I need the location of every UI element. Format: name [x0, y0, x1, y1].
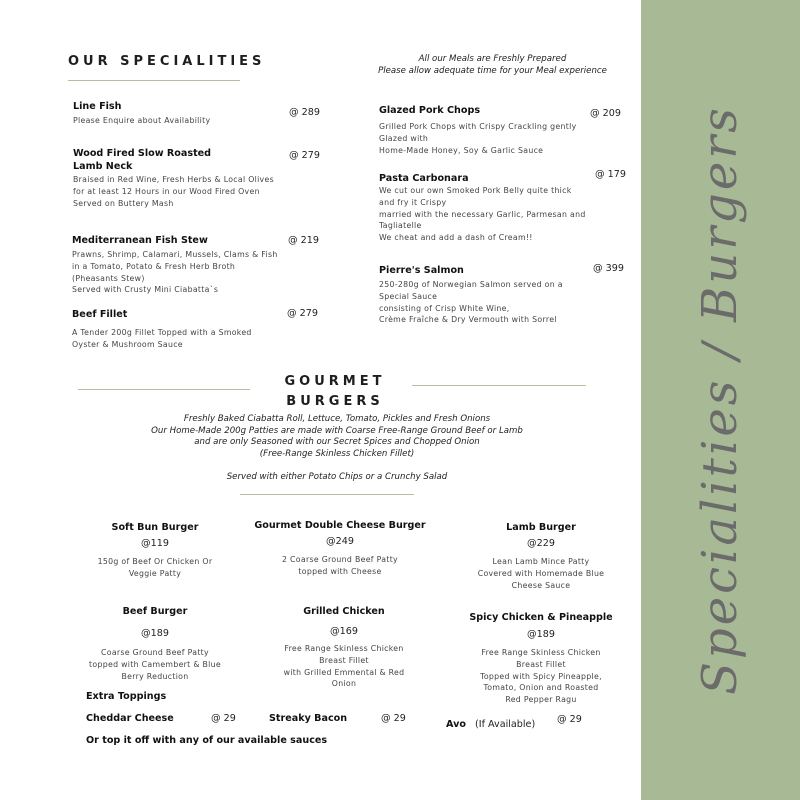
- menu-item-beef-fillet: [72, 308, 287, 351]
- desc-line: A Tender 200g Fillet Topped with a Smoked: [72, 328, 252, 337]
- specialities-rule: [68, 80, 240, 81]
- desc-line: with Grilled Emmental & Red: [283, 667, 405, 677]
- extra-cheddar-price: @ 29: [211, 713, 236, 724]
- note-line: All our Meals are Freshly Prepared: [418, 54, 567, 64]
- item-name: Lamb Neck: [73, 161, 133, 172]
- menu-item-carbonara: [379, 172, 614, 244]
- item-desc: [73, 174, 288, 209]
- menu-item-line-fish: [73, 100, 288, 127]
- item-price: @ 289: [289, 107, 320, 118]
- item-desc: [72, 249, 297, 296]
- item-price: @ 209: [590, 108, 621, 119]
- note-line: (Free-Range Skinless Chicken Fillet): [259, 448, 415, 459]
- extra-bacon-name: Streaky Bacon: [269, 713, 348, 724]
- menu-item-lamb-neck: [73, 147, 288, 209]
- item-desc: Please Enquire about Availability: [73, 116, 211, 125]
- item-price: @189: [141, 628, 169, 639]
- specialities-note: [350, 54, 635, 77]
- desc-line: Special Sauce: [379, 291, 438, 301]
- burgers-note-rule: [240, 494, 414, 495]
- desc-line: Served with Crusty Mini Ciabatta`s: [72, 285, 219, 295]
- extra-avo-qualifier: (If Available): [475, 719, 536, 730]
- item-name: Mediterranean Fish Stew: [72, 235, 208, 246]
- extra-avo-name: Avo: [446, 719, 466, 730]
- item-name: Grilled Chicken: [303, 606, 385, 617]
- item-desc: [456, 556, 626, 591]
- desc-line: (Pheasants Stew): [72, 273, 145, 283]
- heading-line: BURGERS: [286, 394, 384, 409]
- burger-soft-bun: [70, 520, 240, 580]
- item-desc: [70, 556, 240, 580]
- item-desc: [250, 643, 438, 690]
- desc-line: Breast Fillet: [516, 659, 566, 669]
- menu-item-pork-chops: [379, 104, 609, 156]
- item-desc: [250, 554, 430, 578]
- item-name: Gourmet Double Cheese Burger: [254, 520, 426, 531]
- extras-heading: Extra Toppings: [86, 691, 167, 702]
- item-price: @229: [527, 538, 555, 549]
- desc-line: Oyster & Mushroom Sauce: [72, 339, 183, 349]
- desc-line: Red Pepper Ragu: [505, 695, 577, 705]
- desc-line: and fry it Crispy: [379, 197, 447, 207]
- desc-line: Served on Buttery Mash: [73, 198, 174, 208]
- burger-grilled-chicken: [250, 604, 438, 690]
- desc-line: consisting of Crisp White Wine,: [379, 303, 510, 313]
- desc-line: Covered with Homemade Blue: [477, 568, 605, 578]
- note-line: Our Home-Made 200g Patties are made with Coarse Free-Range Ground Beef or Lamb: [151, 425, 523, 436]
- desc-line: Prawns, Shrimp, Calamari, Mussels, Clams & Fish: [72, 250, 278, 259]
- item-price: @189: [527, 629, 555, 640]
- desc-line: Free Range Skinless Chicken: [481, 648, 601, 657]
- desc-line: Free Range Skinless Chicken: [284, 644, 404, 653]
- desc-line: 250-280g of Norwegian Salmon served on a: [379, 280, 563, 289]
- note-line: and are only Seasoned with our Secret Spices and Chopped Onion: [194, 437, 480, 447]
- desc-line: Glazed with: [379, 133, 429, 143]
- item-desc: [379, 185, 614, 244]
- extra-avo: [446, 712, 535, 731]
- specialities-heading: OUR SPECIALITIES: [68, 54, 266, 69]
- desc-line: Cheese Sauce: [511, 580, 571, 590]
- side-title: Specialities / Burgers: [692, 105, 748, 695]
- burger-double-cheese: [250, 518, 430, 578]
- desc-line: Tagliatelle: [379, 221, 422, 231]
- item-desc: [70, 647, 240, 682]
- desc-line: Tomato, Onion and Roasted: [483, 683, 599, 693]
- desc-line: Lean Lamb Mince Patty: [492, 557, 590, 566]
- item-name: Beef Fillet: [72, 309, 128, 320]
- item-name: Spicy Chicken & Pineapple: [469, 612, 613, 623]
- item-name: Pierre's Salmon: [379, 265, 464, 276]
- item-desc: [379, 121, 609, 156]
- desc-line: Breast Fillet: [319, 655, 369, 665]
- item-price: @ 279: [289, 150, 320, 161]
- desc-line: Veggie Patty: [128, 568, 182, 578]
- desc-line: for at least 12 Hours in our Wood Fired Oven: [73, 186, 260, 196]
- item-price: @169: [330, 626, 358, 637]
- desc-line: We cut our own Smoked Pork Belly quite thick: [379, 186, 572, 195]
- extras-footer: Or top it off with any of our available sauces: [86, 735, 328, 746]
- desc-line: Grilled Pork Chops with Crispy Crackling gently: [379, 122, 577, 131]
- desc-line: 2 Coarse Ground Beef Patty: [282, 555, 398, 564]
- item-price: @119: [141, 538, 169, 549]
- burgers-note: [92, 414, 582, 484]
- item-desc: [72, 327, 287, 351]
- desc-line: Onion: [331, 679, 357, 689]
- burger-spicy-chicken: [456, 610, 626, 706]
- desc-line: Braised in Red Wine, Fresh Herbs & Local Olives: [73, 175, 274, 184]
- item-price: @ 279: [287, 308, 318, 319]
- item-name: Glazed Pork Chops: [379, 105, 481, 116]
- item-name: Line Fish: [73, 101, 122, 112]
- burgers-rule-left: [78, 389, 250, 390]
- item-price: @249: [326, 536, 354, 547]
- desc-line: topped with Cheese: [298, 566, 382, 576]
- item-name: Wood Fired Slow Roasted: [73, 148, 212, 159]
- item-desc: [456, 647, 626, 706]
- item-name: Pasta Carbonara: [379, 173, 469, 184]
- desc-line: We cheat and add a dash of Cream!!: [379, 233, 533, 243]
- item-name: Beef Burger: [122, 606, 188, 617]
- desc-line: topped with Camembert & Blue: [89, 659, 221, 669]
- item-name: Lamb Burger: [506, 522, 576, 533]
- extra-avo-price: @ 29: [557, 714, 582, 725]
- burgers-rule-right: [412, 385, 586, 386]
- burgers-heading: [260, 372, 410, 412]
- item-name: Soft Bun Burger: [111, 522, 199, 533]
- desc-line: Crème Fraîche & Dry Vermouth with Sorrel: [379, 315, 557, 325]
- extra-cheddar-name: Cheddar Cheese: [86, 713, 174, 724]
- note-line: Served with either Potato Chips or a Crunchy Salad: [226, 472, 448, 482]
- menu-item-salmon: [379, 264, 609, 326]
- item-price: @ 219: [288, 235, 319, 246]
- note-line: Freshly Baked Ciabatta Roll, Lettuce, Tomato, Pickles and Fresh Onions: [183, 414, 491, 424]
- heading-line: GOURMET: [284, 374, 386, 389]
- desc-line: married with the necessary Garlic, Parmesan and: [379, 209, 586, 219]
- item-price: @ 399: [593, 263, 624, 274]
- burger-beef: [70, 604, 240, 682]
- item-price: @ 179: [595, 169, 626, 180]
- menu-item-fish-stew: [72, 234, 297, 296]
- burger-lamb: [456, 520, 626, 591]
- desc-line: Coarse Ground Beef Patty: [101, 648, 209, 657]
- desc-line: in a Tomato, Potato & Fresh Herb Broth: [72, 261, 236, 271]
- desc-line: 150g of Beef Or Chicken Or: [97, 557, 213, 566]
- desc-line: Topped with Spicy Pineapple,: [480, 671, 602, 681]
- note-line: Please allow adequate time for your Meal experience: [378, 65, 607, 76]
- extra-bacon-price: @ 29: [381, 713, 406, 724]
- desc-line: Home-Made Honey, Soy & Garlic Sauce: [379, 145, 544, 155]
- desc-line: Berry Reduction: [121, 671, 189, 681]
- item-desc: [379, 279, 609, 326]
